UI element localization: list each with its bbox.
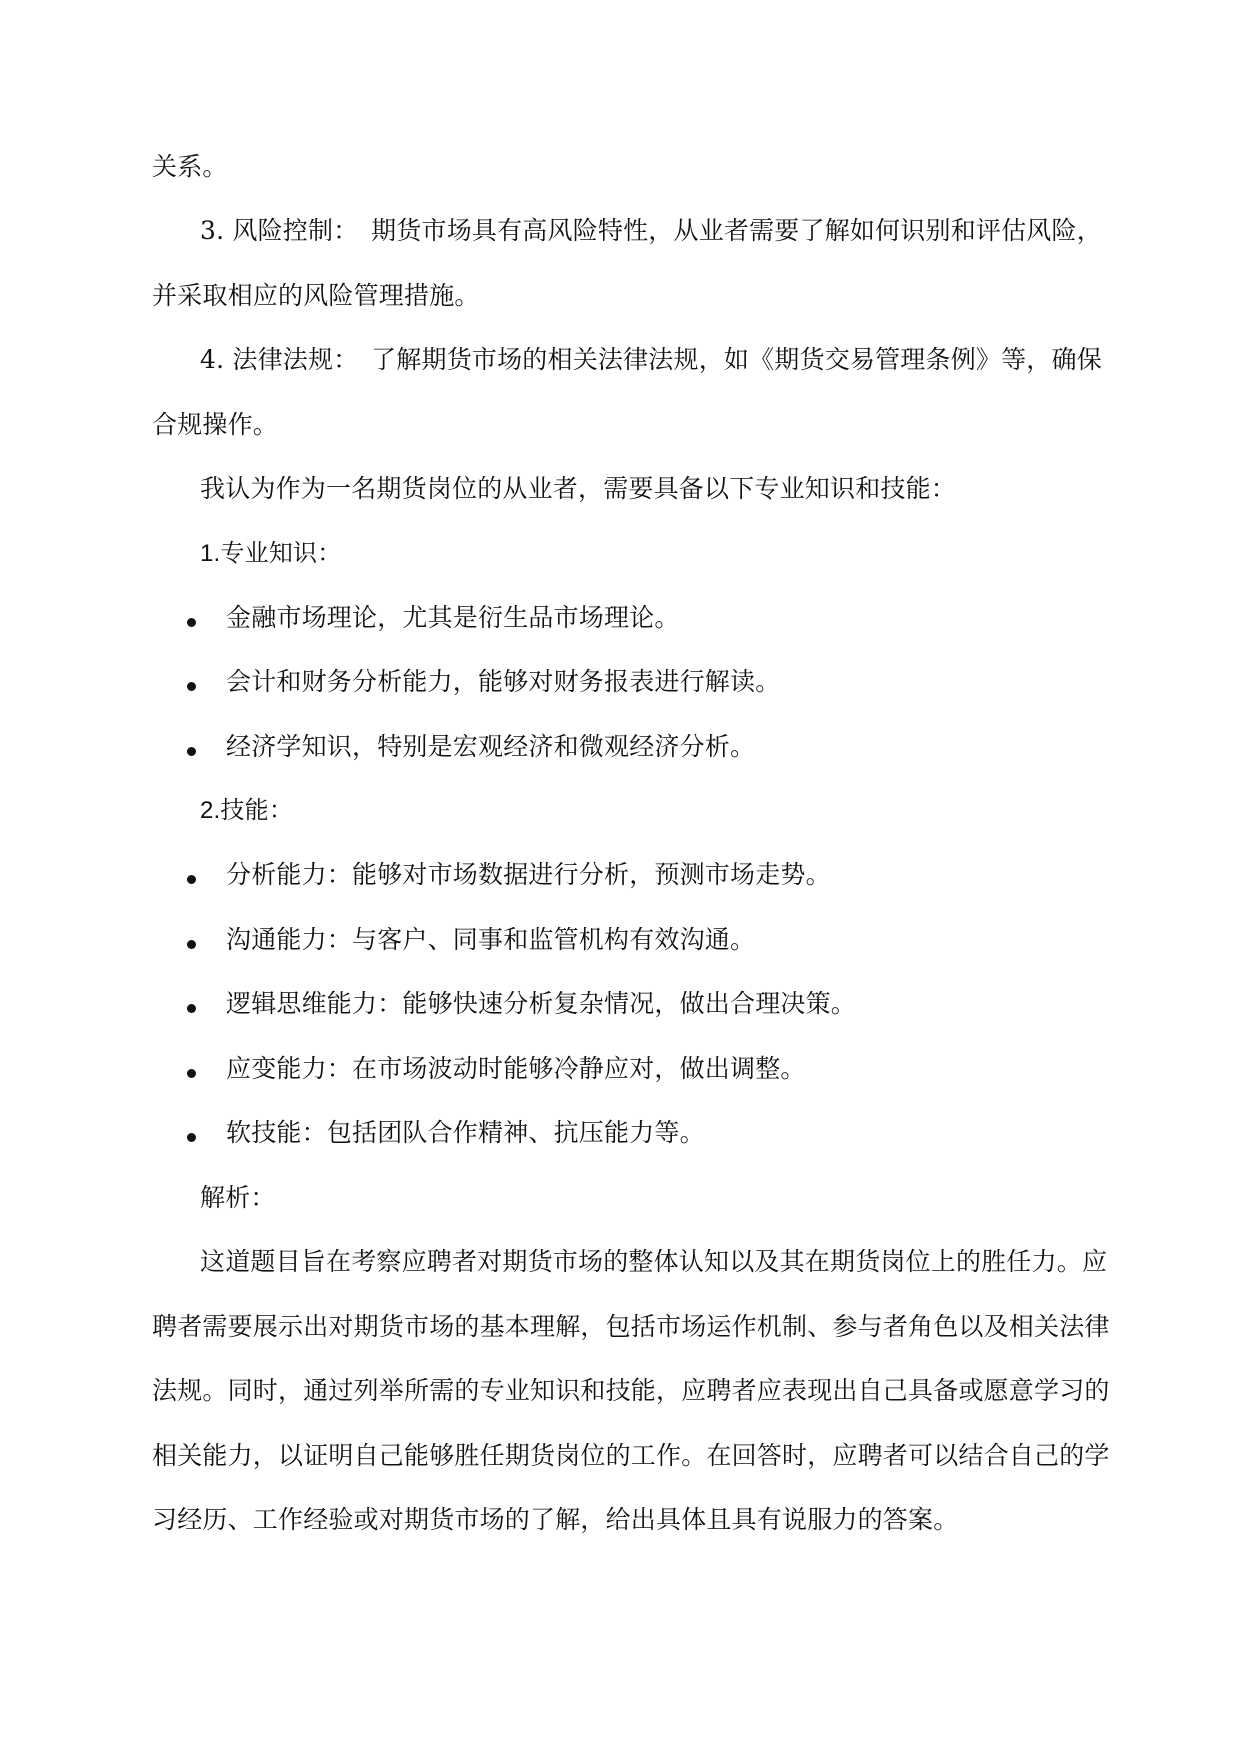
- list-item: 会计和财务分析能力，能够对财务报表进行解读。: [226, 667, 781, 696]
- paragraph-line-1: 关系。: [152, 152, 228, 181]
- analysis-paragraph-line-1: 这道题目旨在考察应聘者对期货市场的整体认知以及其在期货岗位上的胜任力。应: [200, 1247, 1108, 1276]
- bullet-dot-icon: [187, 875, 196, 884]
- bullet-dot-icon: [187, 940, 196, 949]
- intro-paragraph: 我认为作为一名期货岗位的从业者，需要具备以下专业知识和技能：: [200, 474, 957, 503]
- list-item: 应变能力：在市场波动时能够冷静应对，做出调整。: [226, 1054, 806, 1083]
- analysis-paragraph-line-5: 习经历、工作经验或对期货市场的了解，给出具体且具有说服力的答案。: [152, 1505, 959, 1534]
- section-heading-knowledge: 1.专业知识：: [200, 540, 342, 567]
- list-item: 经济学知识，特别是宏观经济和微观经济分析。: [226, 732, 756, 761]
- list-item: 金融市场理论，尤其是衍生品市场理论。: [226, 603, 680, 632]
- list-item: 沟通能力：与客户、同事和监管机构有效沟通。: [226, 925, 756, 954]
- bullet-dot-icon: [187, 618, 196, 627]
- analysis-paragraph-line-3: 法规。同时，通过列举所需的专业知识和技能，应聘者应表现出自己具备或愿意学习的: [152, 1376, 1110, 1405]
- laws-regulations-item: 4. 法律法规： 了解期货市场的相关法律法规，如《期货交易管理条例》等，确保: [200, 345, 1102, 374]
- analysis-paragraph-line-2: 聘者需要展示出对期货市场的基本理解，包括市场运作机制、参与者角色以及相关法律: [152, 1312, 1110, 1341]
- bullet-dot-icon: [187, 1133, 196, 1142]
- bullet-dot-icon: [187, 1069, 196, 1078]
- bullet-dot-icon: [187, 747, 196, 756]
- list-item: 软技能：包括团队合作精神、抗压能力等。: [226, 1118, 705, 1147]
- section-heading-skills: 2.技能：: [200, 797, 294, 824]
- analysis-heading: 解析：: [200, 1183, 276, 1212]
- analysis-paragraph-line-4: 相关能力，以证明自己能够胜任期货岗位的工作。在回答时，应聘者可以结合自己的学: [152, 1441, 1110, 1470]
- bullet-dot-icon: [187, 682, 196, 691]
- list-item: 分析能力：能够对市场数据进行分析，预测市场走势。: [226, 860, 831, 889]
- risk-control-item: 3. 风险控制： 期货市场具有高风险特性，从业者需要了解如何识别和评估风险，: [200, 216, 1102, 245]
- bullet-dot-icon: [187, 1004, 196, 1013]
- list-item: 逻辑思维能力：能够快速分析复杂情况，做出合理决策。: [226, 989, 857, 1018]
- risk-control-item-cont: 并采取相应的风险管理措施。: [152, 281, 480, 310]
- laws-regulations-item-cont: 合规操作。: [152, 410, 279, 439]
